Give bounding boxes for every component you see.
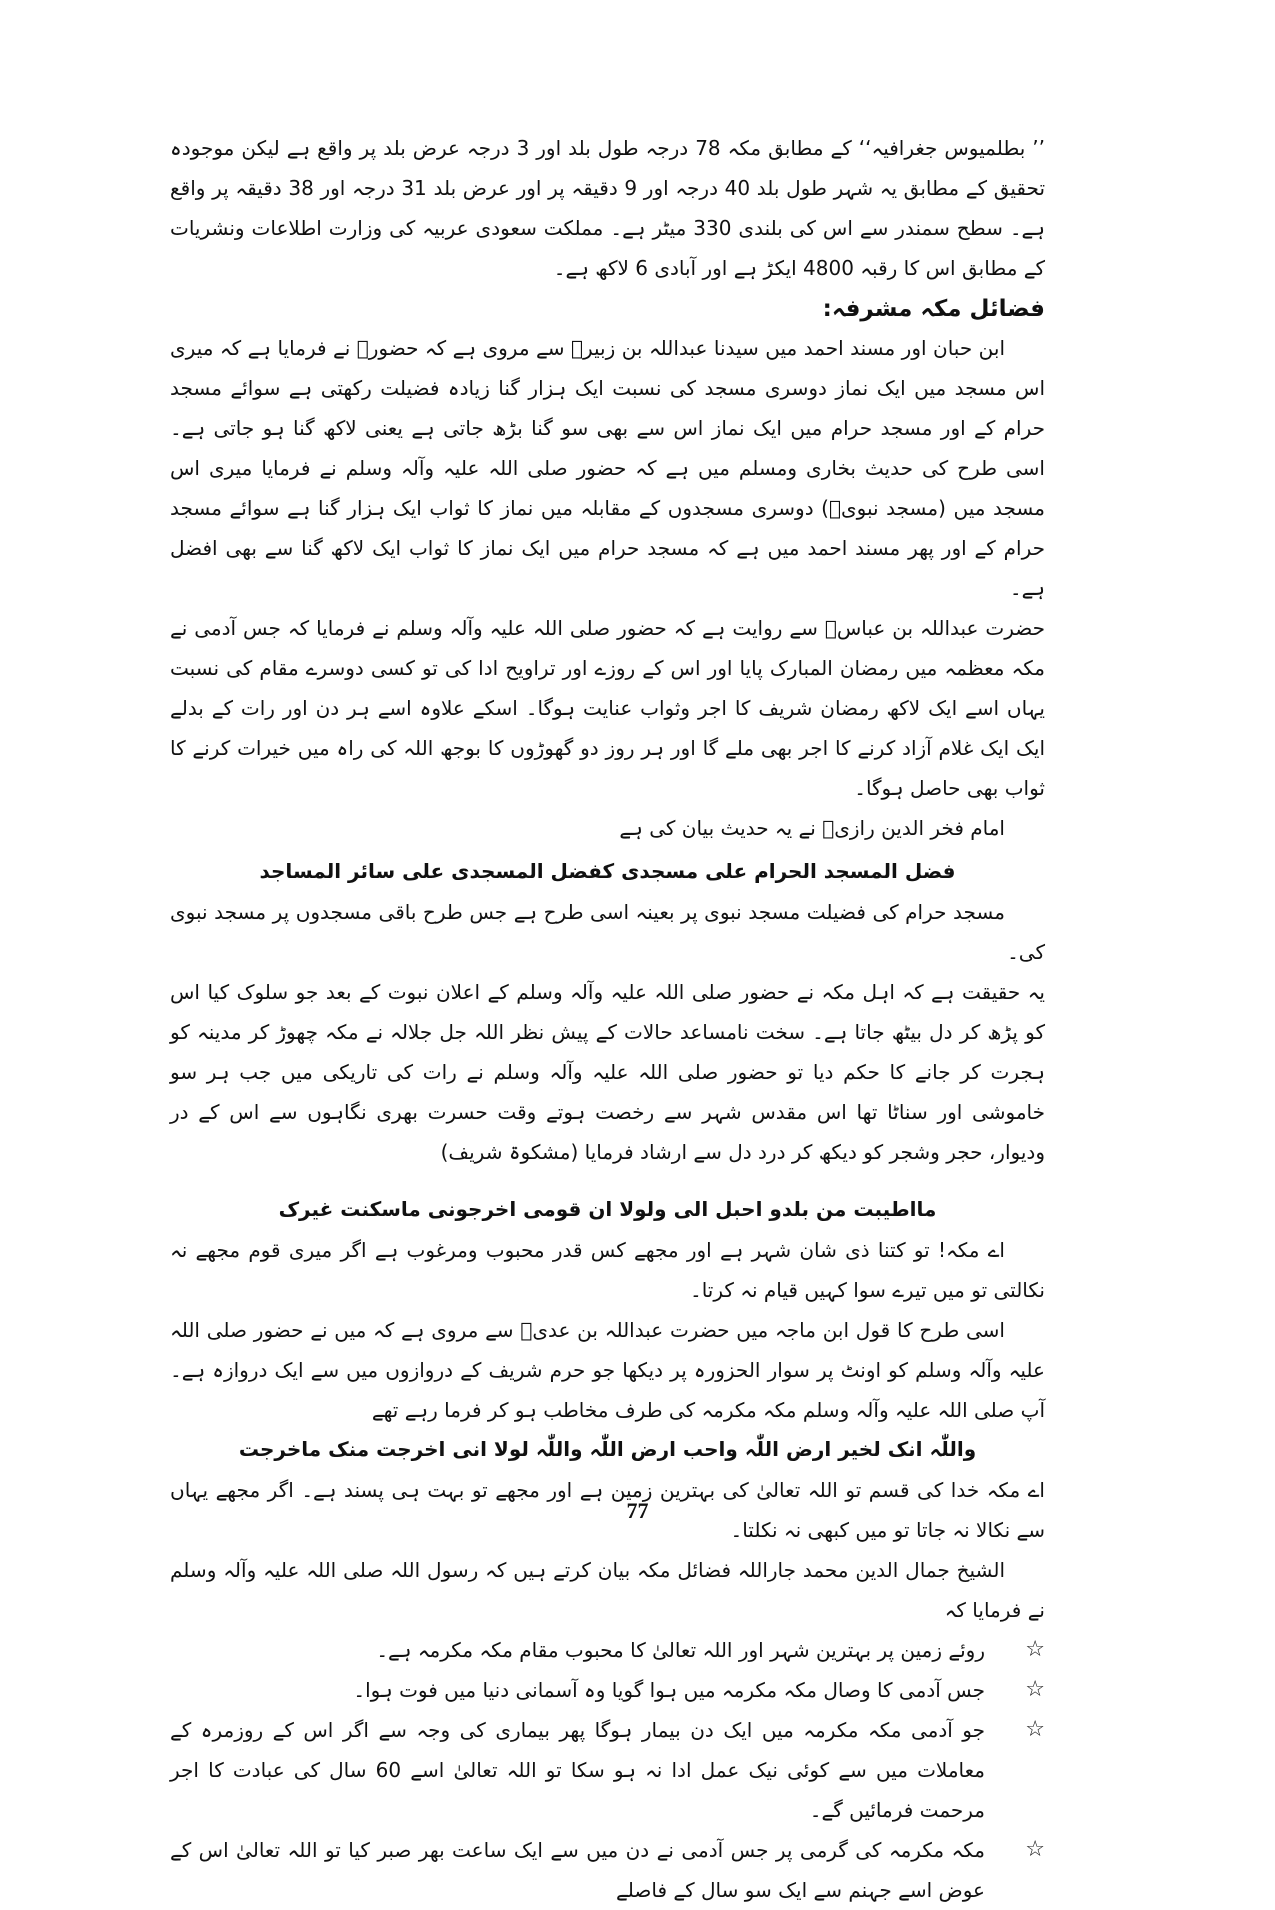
list-item xyxy=(170,1630,1045,1670)
list-item-text: مکہ مکرمہ کی گرمی پر جس آدمی نے دن میں سے ایک ساعت بھر صبر کیا تو اللہ تعالیٰ اس کے عوض اسے جہنم سے ایک سو سال کے فاصلے xyxy=(170,1838,985,1902)
list-item xyxy=(170,1710,1045,1830)
list-item-text: جس آدمی کا وصال مکہ مکرمہ میں ہوا گویا وہ آسمانی دنیا میں فوت ہوا۔ xyxy=(353,1678,985,1702)
section-heading: فضائل مکہ مشرفہ: xyxy=(822,296,1045,322)
spacer xyxy=(170,1172,1045,1190)
paragraph-sheikh-jamal: الشیخ جمال الدین محمد جاراللہ فضائل مکہ بیان کرتے ہیں کہ رسول اللہ صلی اللہ علیہ وآلہ وسلم نے فرمایا کہ xyxy=(170,1558,1045,1622)
star-icon: ☆ xyxy=(1025,1637,1045,1662)
paragraph-imam-razi: امام فخر الدین رازیؒ نے یہ حدیث بیان کی ہے xyxy=(619,816,1005,840)
paragraph-translation-2: اے مکہ خدا کی قسم تو اللہ تعالیٰ کی بہترین زمین ہے اور مجھے تو بہت ہی پسند ہے۔ اگر مجھے یہاں سے نکالا نہ جاتا تو میں کبھی نہ نکلتا۔ xyxy=(170,1478,1045,1542)
paragraph-hadith-ibn-abbas: حضرت عبداللہ بن عباسؓ سے روایت ہے کہ حضور صلی اللہ علیہ وآلہ وسلم نے فرمایا کہ جس آدمی نے مکہ معظمہ میں رمضان المبارک پایا اور اس کے روزے اور تراویح ادا کی تو کسی دوسرے مقام کی نسبت یہاں اسے ایک لاکھ رمضان شریف کا اجر وثواب عنایت ہوگا۔ اسکے علاوہ اسے ہر دن اور رات کے بدلے ایک ایک غلام آزاد کرنے کا اجر بھی ملے گا اور ہر روز دو گھوڑوں کا بوجھ اللہ کی راہ میں خیرات کرنے کا ثواب بھی حاصل ہوگا۔ xyxy=(170,616,1045,800)
list-item xyxy=(170,1670,1045,1710)
virtues-list xyxy=(170,1630,1045,1910)
paragraph-hijrah: یہ حقیقت ہے کہ اہل مکہ نے حضور صلی اللہ علیہ وآلہ وسلم کے اعلان نبوت کے بعد جو سلوک کیا اس کو پڑھ کر دل بیٹھ جاتا ہے۔ سخت نامساعد حالات کے پیش نظر اللہ جل جلالہ نے مکہ چھوڑ کر مدینہ کو ہجرت کر جانے کا حکم دیا تو حضور صلی اللہ علیہ وآلہ وسلم نے رات کی تاریکی میں جب ہر سو خاموشی اور سناٹا تھا اس مقدس شہر سے رخصت ہوتے وقت حسرت بھری نگاہوں سے اس کے در ودیوار، حجر وشجر کو دیکھ کر درد دل سے ارشاد فرمایا (مشکوۃ شریف) xyxy=(170,980,1046,1164)
intro-paragraph: ’’ بطلمیوس جغرافیہ‘‘ کے مطابق مکہ 78 درجہ طول بلد اور 3 درجہ عرض بلد پر واقع ہے لیکن موجودہ تحقیق کے مطابق یہ شہر طول بلد 40 درجہ اور 9 دقیقہ پر اور عرض بلد 31 درجہ اور 38 دقیقہ پر واقع ہے۔ سطح سمندر سے اس کی بلندی 330 میٹر ہے۔ مملکت سعودی عربیہ کی وزارت اطلاعات ونشریات کے مطابق اس کا رقبہ 4800 ایکڑ ہے اور آبادی 6 لاکھ ہے۔ xyxy=(170,136,1046,280)
paragraph-hadith-ibn-zubair: ابن حبان اور مسند احمد میں سیدنا عبداللہ بن زبیرؓ سے مروی ہے کہ حضورؐ نے فرمایا ہے کہ میری اس مسجد میں ایک نماز دوسری مسجد کی نسبت ایک ہزار گنا زیادہ فضیلت رکھتی ہے سوائے مسجد حرام کے اور مسجد حرام میں ایک نماز اس سے بھی سو گنا بڑھ جاتی ہے یعنی لاکھ گنا ہو جاتی ہے۔ اسی طرح کی حدیث بخاری ومسلم میں ہے کہ حضور صلی اللہ علیہ وآلہ وسلم نے فرمایا میری اس مسجد میں (مسجد نبویؐ) دوسری مسجدوں کے مقابلہ میں نماز کا ثواب ایک ہزار گنا ہے سوائے مسجد حرام کے اور پھر مسند احمد میں ہے کہ مسجد حرام میں ایک نماز کا ثواب ایک لاکھ گنا سے بھی افضل ہے۔ xyxy=(170,336,1045,600)
page-number: 77 xyxy=(626,1498,649,1523)
paragraph-ibn-majah: اسی طرح کا قول ابن ماجہ میں حضرت عبداللہ بن عدیؓ سے مروی ہے کہ میں نے حضور صلی اللہ علیہ وآلہ وسلم کو اونٹ پر سوار الحزورہ پر دیکھا جو حرم شریف کے دروازوں میں سے ایک دروازہ ہے۔ آپ صلی اللہ علیہ وآلہ وسلم مکہ مکرمہ کی طرف مخاطب ہو کر فرما رہے تھے xyxy=(170,1318,1045,1422)
list-item xyxy=(170,1830,1045,1910)
arabic-quote-1: فضل المسجد الحرام علی مسجدی کفضل المسجدی علی سائر المساجد xyxy=(259,859,956,883)
star-icon: ☆ xyxy=(1025,1837,1045,1862)
star-icon: ☆ xyxy=(1025,1717,1045,1742)
arabic-quote-3: واللّٰہ انک لخیر ارض اللّٰہ واحب ارض اللّٰہ واللّٰہ لولا انی اخرجت منک ماخرجت xyxy=(238,1437,977,1461)
document-page xyxy=(170,128,1046,1902)
paragraph-masjid-haram-virtue: مسجد حرام کی فضیلت مسجد نبوی پر بعینہ اسی طرح ہے جس طرح باقی مسجدوں پر مسجد نبوی کی۔ xyxy=(170,900,1045,964)
arabic-quote-2: مااطیبت من بلدو احبل الی ولولا ان قومی اخرجونی ماسکنت غیرک xyxy=(278,1197,937,1221)
list-item-text: جو آدمی مکہ مکرمہ میں ایک دن بیمار ہوگا پھر بیماری کی وجہ سے اگر اس کے روزمرہ کے معاملات میں سے کوئی نیک عمل ادا نہ ہو سکا تو اللہ تعالیٰ اسے 60 سال کی عبادت کا اجر مرحمت فرمائیں گے۔ xyxy=(170,1718,985,1822)
paragraph-translation-1: اے مکہ! تو کتنا ذی شان شہر ہے اور مجھے کس قدر محبوب ومرغوب ہے اگر میری قوم مجھے نہ نکالتی تو میں تیرے سوا کہیں قیام نہ کرتا۔ xyxy=(170,1238,1045,1302)
star-icon: ☆ xyxy=(1025,1677,1045,1702)
list-item-text: روئے زمین پر بہترین شہر اور اللہ تعالیٰ کا محبوب مقام مکہ مکرمہ ہے۔ xyxy=(376,1638,985,1662)
